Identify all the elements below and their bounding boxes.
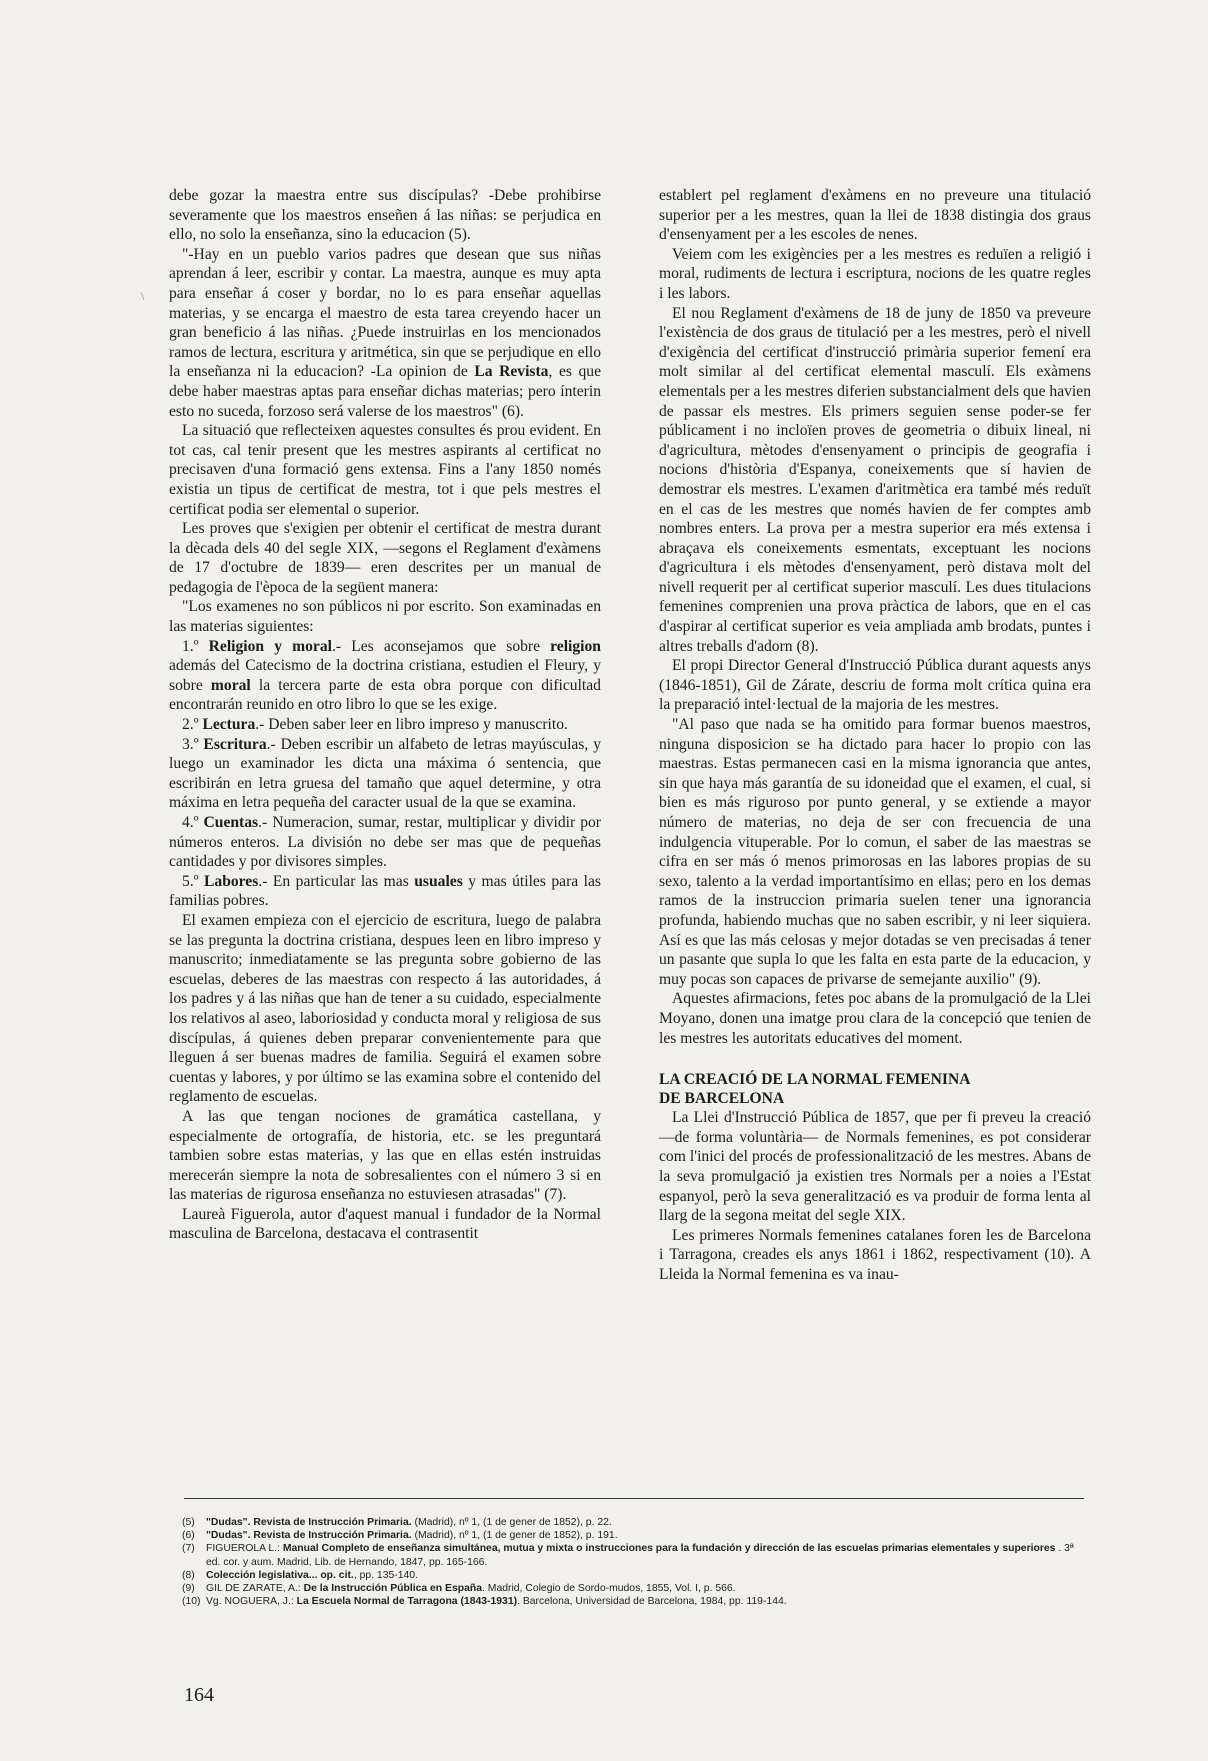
paragraph: Laureà Figuerola, autor d'aquest manual i fundador de la Normal masculina de Barcelona, destacava el contrasentit: [169, 1205, 601, 1243]
list-item: 4.º Cuentas.- Numeracion, sumar, restar, multiplicar y dividir por números enteros. La división no debe ser mas que de pequeñas cantidades y por divisores simples.: [169, 814, 601, 871]
list-item: 2.º Lectura.- Deben saber leer en libro impreso y manuscrito.: [182, 716, 568, 734]
right-column: [659, 186, 1091, 1284]
list-item: 3.º Escritura.- Deben escribir un alfabeto de letras mayúsculas, y luego un examinador les dicta una máxima ó sentencia, que escribirán en letra gruesa del tamaño que aquel determine, y otra máxima en letra pequeña del caracter usual de la que se examina.: [169, 735, 601, 812]
list-item: 1.º Religion y moral.- Les aconsejamos que sobre religion además del Catecismo de la doctrina cristiana, estudien el Fleury, y sobre moral la tercera parte de esta obra porque con dificultad encontrarán reunido en otro libro lo que se les exige.: [169, 637, 601, 714]
paragraph: "Al paso que nada se ha omitido para formar buenos maestros, ninguna disposicion se ha dictado para hacer lo propio con las maestras. Estas permanecen casi en la misma ignorancia que antes, sin que haya más garantía de su idoneidad que el examen, el cual, si bien es más riguroso por punto general, y se extiende a mayor número de materias, no deja de ser con frecuencia de una indulgencia vituperable. Por lo comun, el saber de las maestras se cifra en ser más ó menos primorosas en las labores propias de su sexo, talento a la verdad importantísimo en ellas; pero en los demas ramos de la instruccion primaria suelen tener una ignorancia profunda, habiendo muchas que no saben escribir, y ni leer siquiera. Así es que las más celosas y mejor dotadas se ven precisadas á tener un pasante que supla lo que les falta en esta parte de la educacion, y muy pocas son capaces de privarse de semejante auxilio" (9).: [659, 716, 1091, 988]
left-column: [169, 186, 601, 1244]
paragraph: El nou Reglament d'exàmens de 18 de juny de 1850 va preveure l'existència de dos graus de titulació per a les mestres, però el nivell d'exigència del certificat d'instrucció primària superior femení era molt similar al del certificat elemental masculí. Els exàmens elementals per a les mestres diferien substancialment dels que havien de passar els mestres. Els primers seguien sense poder-se fer públicament i no incloïen proves de geometria o dibuix lineal, ni d'agricultura, mètodes d'ensenyament o principis de geografia i nocions d'història d'Espanya, coneixements que sí havien de demostrar els mestres. L'examen d'aritmètica era també més reduït en el cas de les mestres que només havien de fer comptes amb nombres enters. La prova per a mestra superior era més extensa i abraçava els coneixements esmentats, exceptuant les nocions d'agricultura i els mètodes d'ensenyament, però distava molt del nivell requerit per al certificat superior masculí. Les dues titulacions femenines comprenien una prova pràctica de labors, que en el cas d'aspirar al certificat superior es veia ampliada amb brodats, puntes i altres treballs d'adorn (8).: [659, 304, 1091, 655]
margin-mark: \: [141, 289, 145, 303]
paragraph: "Los examenes no son públicos ni por escrito. Son examinadas en las materias siguientes:: [169, 598, 601, 636]
paragraph: La situació que reflecteixen aquestes consultes és prou evident. En tot cas, cal tenir present que les mestres aspirants al certificat no precisaven d'una formació gens extensa. Fins a l'any 1850 només existia un tipus de certificat de mestra, tot i que pels mestres el certificat podia ser elemental o superior.: [169, 422, 601, 518]
footnote: (10) Vg. NOGUERA, J.: La Escuela Normal de Tarragona (1843-1931). Barcelona, Universidad de Barcelona, 1984, pp. 119-144.: [182, 1596, 787, 1608]
page-number: 164: [184, 1684, 214, 1706]
paragraph: Aquestes afirmacions, fetes poc abans de la promulgació de la Llei Moyano, donen una imatge prou clara de la concepció que tenien de les mestres les autoritats educatives del moment.: [659, 990, 1091, 1047]
paragraph: El propi Director General d'Instrucció Pública durant aquests anys (1846-1851), Gil de Zárate, descriu de forma molt crítica quina era la preparació intel·lectual de la majoria de les mestres.: [659, 657, 1091, 714]
paragraph: debe gozar la maestra entre sus discípulas? -Debe prohibirse severamente que los maestros enseñen á las niñas: se perjudica en ello, no solo la enseñanza, sino la educacion (5).: [169, 187, 601, 244]
paragraph: Les proves que s'exigien per obtenir el certificat de mestra durant la dècada dels 40 del segle XIX, —segons el Reglament d'exàmens de 17 d'octubre de 1839— eren descrites per un manual de pedagogia de l'època de la següent manera:: [169, 520, 601, 596]
footnote-divider: [184, 1498, 1084, 1499]
paragraph: establert pel reglament d'exàmens en no preveure una titulació superior per a les mestres, quan la llei de 1838 distingia dos graus d'ensenyament per a les escoles de nenes.: [659, 187, 1091, 244]
list-item: 5.º Labores.- En particular las mas usuales y mas útiles para las familias pobres.: [169, 872, 601, 910]
paragraph: El examen empieza con el ejercicio de escritura, luego de palabra se las pregunta la doctrina cristiana, despues leen en libro impreso y manuscrito; inmediatamente se las pregunta sobre gobierno de las escuelas, deberes de las maestras con respecto á las autoridades, á los padres y á las niñas que han de tener a su cuidado, especialmente los relativos al aseo, laboriosidad y conducta moral y religiosa de sus discípulas, á quienes deben preparar convenientemente para que lleguen á ser buenas madres de familia. Seguirá el examen sobre cuentas y labores, y por último se las examina sobre el contenido del reglamento de escuelas.: [169, 911, 601, 1106]
paragraph: Veiem com les exigències per a les mestres es reduïen a religió i moral, rudiments de lectura i escriptura, nocions de les quatre regles i les labors.: [659, 245, 1091, 302]
footnote: (8) Colección legislativa... op. cit., pp. 135-140.: [182, 1569, 418, 1581]
footnotes: [182, 1516, 1082, 1608]
paragraph: La Llei d'Instrucció Pública de 1857, que per fi preveu la creació —de forma voluntària— de Normals femenines, es pot considerar com l'inici del procés de professionalització de les mestres. Abans de la seva promulgació ja existien tres Normals per a noies a l'Estat espanyol, però la seva generalització es va produir de forma lenta al llarg de la segona meitat del segle XIX.: [659, 1109, 1091, 1225]
footnote: (6) "Dudas". Revista de Instrucción Primaria. (Madrid), nº 1, (1 de gener de 1852), p. 191.: [182, 1530, 618, 1542]
paragraph: Les primeres Normals femenines catalanes foren les de Barcelona i Tarragona, creades els anys 1861 i 1862, respectivament (10). A Lleida la Normal femenina es va inau-: [659, 1226, 1091, 1283]
footnote: (5) "Dudas". Revista de Instrucción Primaria. (Madrid), nº 1, (1 de gener de 1852), p. 22.: [182, 1517, 612, 1528]
footnote: (7) FIGUEROLA L.: Manual Completo de enseñanza simultánea, mutua y mixta o instrucciones para la fundación y dirección de las escuelas primarias elementales y superiores . 3ª ed. cor. y aum. Madrid, Lib. de Hernando, 1847, pp. 165-166.: [182, 1543, 1074, 1568]
footnote: (9) GIL DE ZARATE, A.: De la Instrucción Pública en España. Madrid, Colegio de Sordo-mudos, 1855, Vol. I, p. 566.: [182, 1583, 736, 1595]
paragraph: A las que tengan nociones de gramática castellana, y especialmente de ortografía, de historia, etc. se les preguntará tambien sobre estas materias, y las que en ellas estén instruidas merecerán siempre la nota de sobresalientes con el número 3 si en las materias de rigurosa enseñanza no estuviesen atrasadas" (7).: [169, 1107, 601, 1204]
section-heading: LA CREACIÓ DE LA NORMAL FEMENINA DE BARCELONA: [659, 1071, 971, 1108]
paragraph: "-Hay en un pueblo varios padres que desean que sus niñas aprendan á leer, escribir y contar. La maestra, aunque es muy apta para enseñar á coser y bordar, no lo es para enseñar aquellas materias, y se encarga el maestro de esta tarea creyendo hacer un gran beneficio á las niñas. ¿Puede instruirlas en los mencionados ramos de lectura, escritura y aritmética, sin que se perjudique en ello la enseñanza ni la educacion? -La opinion de La Revista, es que debe haber maestras aptas para enseñar dichas materias; pero ínterin esto no suceda, forzoso será valerse de los maestros" (6).: [169, 245, 602, 420]
